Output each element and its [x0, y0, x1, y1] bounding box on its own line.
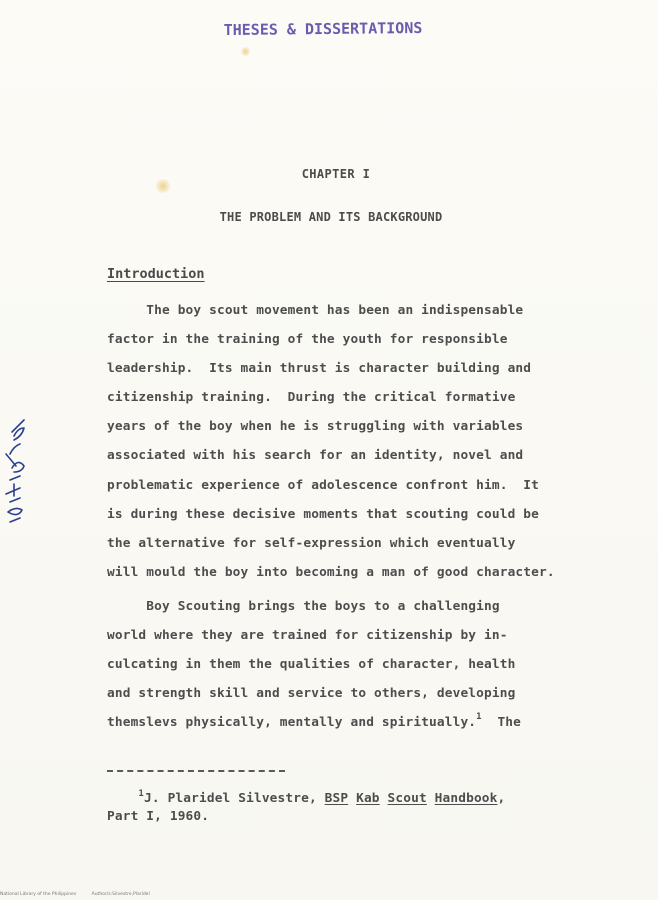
archive-footer-right: Author/s:Silvestre,Plaridel: [91, 892, 150, 897]
text-line: will mould the boy into becoming a man of good character.: [107, 564, 555, 580]
footnote-punctuation: ,: [497, 791, 506, 806]
chapter-title: THE PROBLEM AND ITS BACKGROUND: [219, 210, 443, 224]
footnote: [107, 790, 627, 826]
text-line-with-footnote: [107, 708, 632, 737]
text-line: problematic experience of adolescence confront him. It: [107, 477, 539, 493]
text-line: associated with his search for an identity, novel and: [107, 448, 524, 464]
archive-footer-strip: [0, 890, 658, 900]
footnote-marker: 1: [138, 789, 144, 799]
footnote-author: J. Plaridel Silvestre,: [144, 791, 325, 806]
text-line: themslevs physically, mentally and spiritually.: [107, 715, 477, 731]
text-line: citizenship training. During the critical formative: [107, 390, 516, 406]
section-heading: Introduction: [107, 266, 205, 282]
paper-stain: [241, 47, 250, 56]
text-line: world where they are trained for citizenship by in-: [107, 628, 508, 644]
footnote-reference: 1: [476, 712, 482, 723]
text-line: leadership. Its main thrust is character building and: [107, 361, 532, 377]
chapter-number: CHAPTER I: [301, 167, 371, 181]
text-line: Boy Scouting brings the boys to a challenging: [107, 599, 500, 614]
text-line: culcating in them the qualities of character, health: [107, 657, 516, 673]
footnote-line-2: Part I, 1960.: [107, 809, 210, 824]
theses-dissertations-stamp: THESES & DISSERTATIONS: [223, 18, 423, 40]
text-line: The boy scout movement has been an indispensable: [107, 303, 524, 318]
paragraph-1: [107, 296, 632, 587]
footnote-title-part: Scout: [387, 791, 427, 806]
paper-stain: [156, 179, 170, 193]
text-line: the alternative for self-expression which eventually: [107, 535, 516, 551]
footnote-separator: [107, 770, 285, 772]
footnote-line-1: [107, 790, 627, 808]
archive-footer-left: National Library of the Philippines: [0, 892, 77, 897]
footnote-title-part: BSP: [324, 791, 349, 806]
paragraph-2: [107, 592, 632, 737]
text-line: years of the boy when he is struggling with variables: [107, 419, 524, 435]
text-line-tail: The: [481, 715, 522, 731]
handwritten-margin-note: [0, 410, 60, 530]
text-line: and strength skill and service to others, developing: [107, 686, 516, 702]
footnote-title-part: Handbook: [434, 791, 498, 806]
footnote-title-part: Kab: [356, 791, 380, 806]
text-line: is during these decisive moments that scouting could be: [107, 506, 539, 522]
text-line: factor in the training of the youth for responsible: [107, 332, 508, 348]
